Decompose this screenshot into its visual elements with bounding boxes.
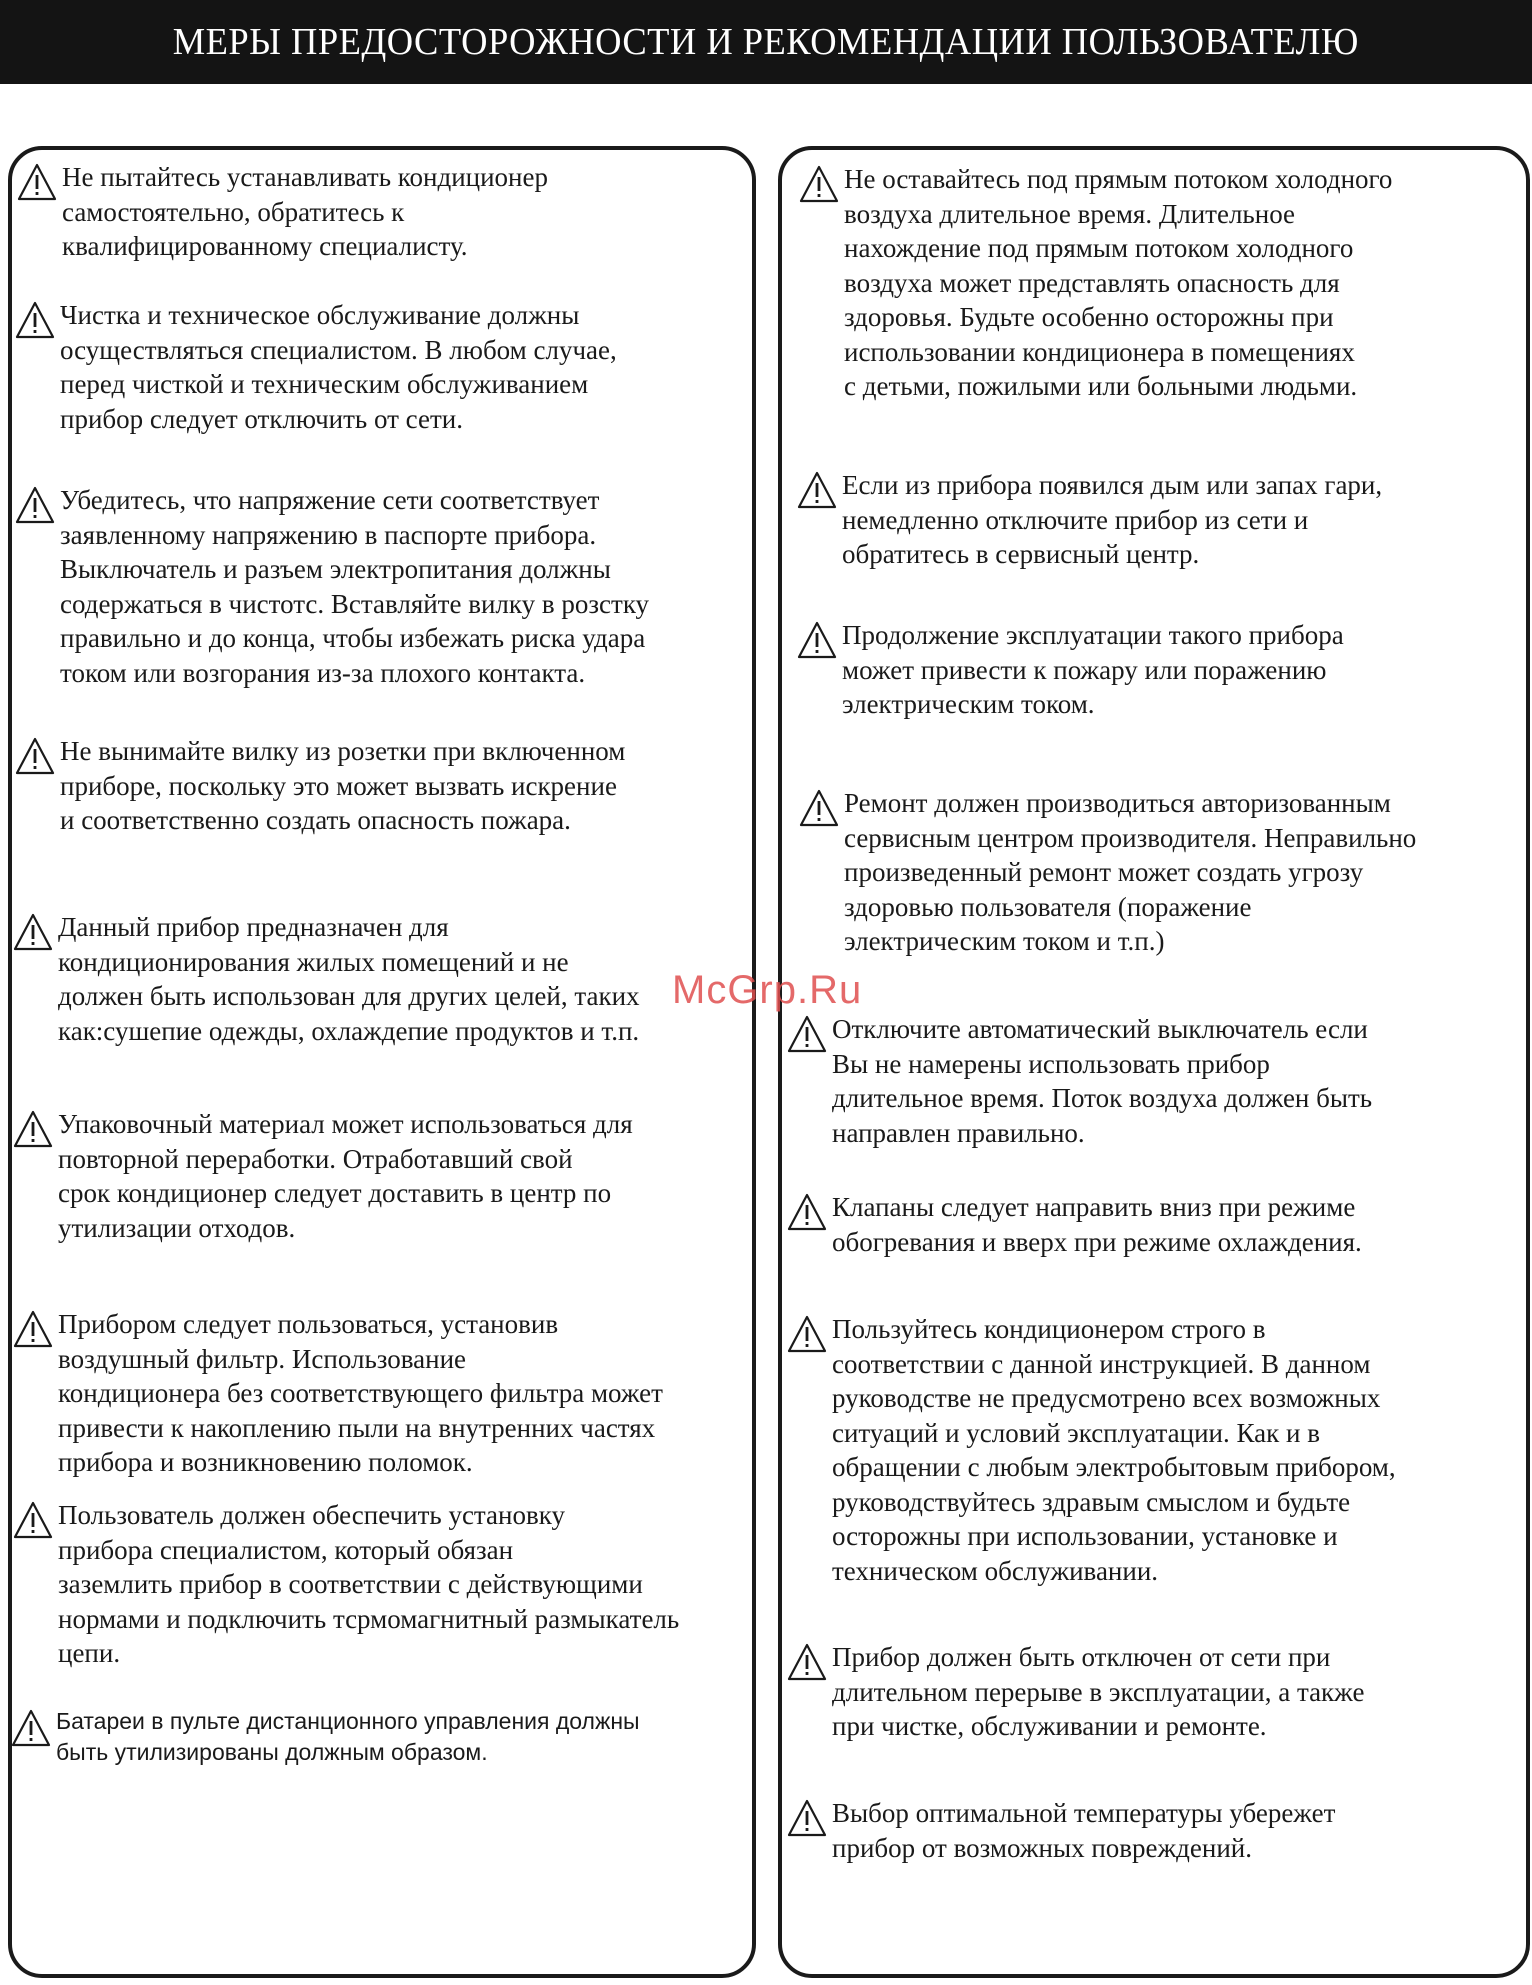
warning-item xyxy=(796,618,1526,722)
warning-text: Данный прибор предназначен для кондиционирования жилых помещений и не должен быть использован для других целей, таких как:сушепие одежды, охлаждепие продуктов и т.п. xyxy=(58,912,640,1046)
warning-item xyxy=(12,1498,752,1671)
warning-text: Упаковочный материал может использоваться для повторной переработки. Отработавший свой срок кондиционер следует доставить в центр по утилизации отходов. xyxy=(58,1109,633,1243)
page-title: МЕРЫ ПРЕДОСТОРОЖНОСТИ И РЕКОМЕНДАЦИИ ПОЛЬЗОВАТЕЛЮ xyxy=(172,21,1360,63)
warning-triangle-icon xyxy=(14,485,56,525)
warning-item xyxy=(786,1190,1526,1259)
warning-text: Прибор должен быть отключен от сети при длительном перерыве в эксплуатации, а также при чистке, обслуживании и ремонте. xyxy=(832,1642,1365,1741)
warning-triangle-icon xyxy=(786,1642,828,1682)
warning-triangle-icon xyxy=(786,1314,828,1354)
warning-text: Если из прибора появился дым или запах гари, немедленно отключите прибор из сети и обратитесь в сервисный центр. xyxy=(842,470,1383,569)
warning-text: Пользователь должен обеспечить установку прибора специалистом, который обязан заземлить прибор в соответствии с действующими нормами и подключить тсрмомагнитный размыкатель цепи. xyxy=(58,1500,680,1668)
warning-text: Продолжение эксплуатации такого прибора может привести к пожару или поражению электрическим током. xyxy=(842,620,1344,719)
warning-item xyxy=(14,298,748,436)
warning-item xyxy=(10,1706,748,1768)
warning-item xyxy=(14,483,754,690)
warning-text: Выбор оптимальной температуры убережет прибор от возможных повреждений. xyxy=(832,1798,1336,1863)
warning-item xyxy=(16,160,746,264)
warning-triangle-icon xyxy=(14,736,56,776)
warning-item xyxy=(786,1312,1526,1588)
page-header xyxy=(0,0,1532,84)
warning-triangle-icon xyxy=(14,300,56,340)
warning-item xyxy=(14,734,748,838)
warning-triangle-icon xyxy=(786,1798,828,1838)
warning-triangle-icon xyxy=(796,470,838,510)
warning-item xyxy=(12,1307,748,1480)
warning-triangle-icon xyxy=(12,912,54,952)
warning-item xyxy=(798,786,1528,959)
warning-triangle-icon xyxy=(798,164,840,204)
watermark: McGrp.Ru xyxy=(672,968,863,1012)
warning-text: Не вынимайте вилку из розетки при включенном приборе, поскольку это может вызвать искрение и соответственно создать опасность пожара. xyxy=(60,736,626,835)
warning-item xyxy=(786,1012,1526,1150)
warning-text: Не пытайтесь устанавливать кондиционер самостоятельно, обратитесь к квалифицированному специалисту. xyxy=(62,162,548,261)
warning-text: Ремонт должен производиться авторизованным сервисным центром производителя. Неправильно произведенный ремонт может создать угрозу здоровью пользователя (поражение электрическим током и т.п.) xyxy=(844,788,1417,956)
warning-triangle-icon xyxy=(12,1500,54,1540)
warning-text: Не оставайтесь под прямым потоком холодного воздуха длительное время. Длительное нахождение под прямым потоком холодного воздуха может представлять опасность для здоровья. Будьте особенно осторожны при использовании кондиционера в помещениях с детьми, пожилыми или больными людьми. xyxy=(844,164,1393,401)
warning-item xyxy=(786,1796,1526,1865)
warning-triangle-icon xyxy=(798,788,840,828)
warning-triangle-icon xyxy=(796,620,838,660)
warning-item xyxy=(12,910,748,1048)
warning-item xyxy=(12,1107,748,1245)
warning-triangle-icon xyxy=(12,1109,54,1149)
warning-text: Пользуйтесь кондиционером строго в соответствии с данной инструкцией. В данном руководстве не предусмотрено всех возможных ситуаций и условий эксплуатации. Как и в обращении с любым электробытовым прибором, руководствуйтесь здравым смыслом и будьте осторожны при использовании, установке и техническом обслуживании. xyxy=(832,1314,1396,1586)
warning-triangle-icon xyxy=(16,162,58,202)
warning-text: Убедитесь, что напряжение сети соответствует заявленному напряжению в паспорте прибора. Выключатель и разъем электропитания должны содержаться в чистотс. Вставляйте вилку в розстку правильно и до конца, чтобы избежать риска удара током или возгорания из-за плохого контакта. xyxy=(60,485,650,688)
warning-text: Отключите автоматический выключатель если Вы не намерены использовать прибор длительное время. Поток воздуха должен быть направлен правильно. xyxy=(832,1014,1373,1148)
warning-item xyxy=(786,1640,1526,1744)
warning-triangle-icon xyxy=(10,1708,52,1748)
warning-triangle-icon xyxy=(786,1014,828,1054)
warning-text: Клапаны следует направить вниз при режиме обогревания и вверх при режиме охлаждения. xyxy=(832,1192,1362,1257)
warning-text: Чистка и техническое обслуживание должны осуществляться специалистом. В любом случае, перед чисткой и техническим обслуживанием прибор следует отключить от сети. xyxy=(60,300,617,434)
warning-text: Батареи в пульте дистанционного управления должны быть утилизированы должным образом. xyxy=(56,1708,640,1765)
warning-triangle-icon xyxy=(12,1309,54,1349)
warning-item xyxy=(798,162,1526,404)
warning-item xyxy=(796,468,1526,572)
warning-text: Прибором следует пользоваться, установив воздушный фильтр. Использование кондиционера без соответствующего фильтра может привести к накоплению пыли на внутренних частях прибора и возникновению поломок. xyxy=(58,1309,663,1477)
warning-triangle-icon xyxy=(786,1192,828,1232)
